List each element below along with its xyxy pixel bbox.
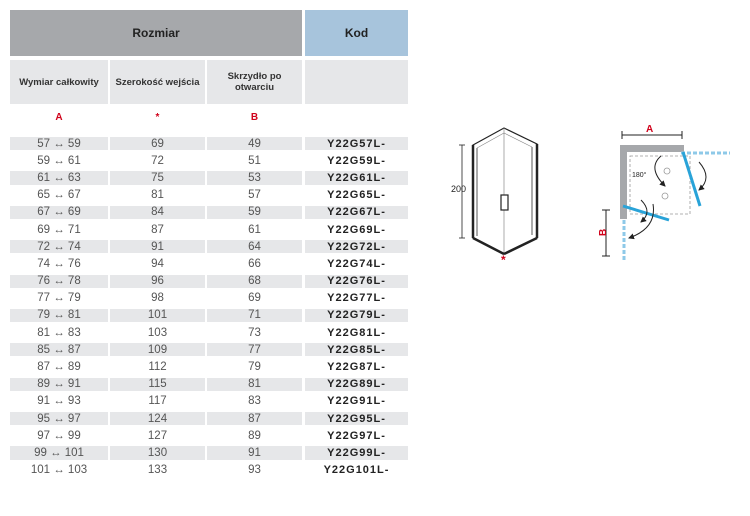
total-size-cell: 69 ↔ 71 [37,223,81,236]
door-open-cell: 68 [207,275,302,288]
door-open-cell: 93 [248,464,261,477]
table-row [10,152,408,169]
product-code-cell: Y22G99L- [305,446,408,459]
marker-a: A [55,112,63,123]
total-size-cell: 89 ↔ 91 [10,378,108,391]
total-size-cell: 57 ↔ 59 [10,137,108,150]
table-row [10,187,408,204]
door-open-cell: 81 [207,378,302,391]
door-open-cell: 71 [207,309,302,322]
total-size-cell: 79 ↔ 81 [10,309,108,322]
table-row [10,341,408,358]
entry-width-cell: 84 [110,206,205,219]
total-size-cell: 59 ↔ 61 [37,154,81,167]
table-row [10,290,408,307]
table-row [10,135,408,152]
door-open-cell: 73 [248,326,261,339]
table-row [10,358,408,375]
product-code-cell: Y22G85L- [305,343,408,356]
total-size-cell: 72 ↔ 74 [10,240,108,253]
door-open-cell: 59 [207,206,302,219]
table-row [10,410,408,427]
angle-label: 180° [632,172,647,179]
entry-width-cell: 109 [110,343,205,356]
total-size-cell: 81 ↔ 83 [37,326,81,339]
door-open-cell: 51 [248,154,261,167]
total-size-cell: 76 ↔ 78 [10,275,108,288]
marker-star: * [155,112,160,123]
entry-width-cell: 124 [110,412,205,425]
depth-label-b: B [598,228,609,236]
top-view-diagram [595,120,730,265]
door-open-cell: 87 [207,412,302,425]
door-open-cell: 79 [248,361,261,374]
size-group-header: Rozmiar [10,10,302,56]
door-open-cell: 77 [207,343,302,356]
product-code-cell: Y22G69L- [327,223,386,236]
product-code-cell: Y22G81L- [327,326,386,339]
product-code-cell: Y22G89L- [305,378,408,391]
door-open-cell: 61 [248,223,261,236]
door-open-cell: 83 [248,395,261,408]
entry-width-cell: 69 [110,137,205,150]
table-row [10,273,408,290]
product-code-cell: Y22G59L- [327,154,386,167]
table-row [10,376,408,393]
door-open-cell: 53 [207,171,302,184]
entry-width-header: Szerokość wejścia [110,60,205,104]
total-size-cell: 95 ↔ 97 [10,412,108,425]
entry-width-cell: 72 [151,154,164,167]
table-row [10,238,408,255]
entry-width-cell: 117 [148,395,167,408]
total-size-header: Wymiar całkowity [10,60,108,104]
door-open-cell: 57 [248,189,261,202]
width-label-a: A [646,124,654,135]
total-size-cell: 87 ↔ 89 [37,361,81,374]
entry-width-cell: 133 [147,464,168,477]
entry-width-cell: 127 [147,429,168,442]
total-size-cell: 77 ↔ 79 [37,292,81,305]
total-size-cell: 101 ↔ 103 [30,464,88,477]
table-row [10,204,408,221]
entry-width-cell: 115 [110,378,205,391]
entry-width-cell: 98 [151,292,164,305]
entry-width-cell: 75 [110,171,205,184]
total-size-cell: 99 ↔ 101 [10,446,108,459]
total-size-cell: 91 ↔ 93 [37,395,81,408]
product-code-cell: Y22G79L- [305,309,408,322]
product-code-cell: Y22G76L- [305,275,408,288]
marker-b: B [250,112,259,123]
dimension-markers [10,112,408,126]
product-code-cell: Y22G91L- [327,395,386,408]
entry-width-cell: 130 [110,446,205,459]
door-open-header: Skrzydło po otwarciu [207,60,302,104]
door-open-cell: 66 [248,257,261,270]
door-open-cell: 49 [207,137,302,150]
height-label: 200 [451,184,467,194]
product-code-cell: Y22G74L- [327,257,386,270]
product-code-cell: Y22G67L- [305,206,408,219]
total-size-cell: 97 ↔ 99 [37,429,81,442]
product-code-cell: Y22G101L- [323,464,390,477]
total-size-cell: 65 ↔ 67 [37,189,81,202]
product-code-cell: Y22G65L- [327,189,386,202]
entry-width-cell: 81 [151,189,164,202]
entry-width-cell: 91 [110,240,205,253]
entry-width-cell: 103 [147,326,168,339]
table-row [10,255,408,272]
total-size-cell: 74 ↔ 76 [37,257,81,270]
product-code-cell: Y22G95L- [305,412,408,425]
door-open-cell: 69 [248,292,261,305]
door-open-cell: 91 [207,446,302,459]
product-code-cell: Y22G77L- [327,292,386,305]
table-row [10,462,408,479]
total-size-cell: 85 ↔ 87 [10,343,108,356]
table-row [10,444,408,461]
entry-marker: * [501,253,506,265]
code-column-header: Kod [305,10,408,56]
entry-width-cell: 87 [151,223,164,236]
entry-width-cell: 112 [148,361,167,374]
table-row [10,427,408,444]
code-subheader [305,60,408,104]
product-code-cell: Y22G87L- [327,361,386,374]
front-view-diagram [440,120,550,265]
door-open-cell: 89 [248,429,261,442]
product-code-cell: Y22G61L- [305,171,408,184]
entry-width-cell: 94 [151,257,164,270]
total-size-cell: 61 ↔ 63 [10,171,108,184]
total-size-cell: 67 ↔ 69 [10,206,108,219]
product-code-cell: Y22G57L- [305,137,408,150]
door-open-cell: 64 [207,240,302,253]
entry-width-cell: 96 [110,275,205,288]
table-row [10,324,408,341]
entry-width-cell: 101 [110,309,205,322]
size-table [10,135,408,479]
table-row [10,169,408,186]
table-row [10,393,408,410]
table-row [10,221,408,238]
table-row [10,307,408,324]
product-code-cell: Y22G97L- [327,429,386,442]
product-code-cell: Y22G72L- [305,240,408,253]
